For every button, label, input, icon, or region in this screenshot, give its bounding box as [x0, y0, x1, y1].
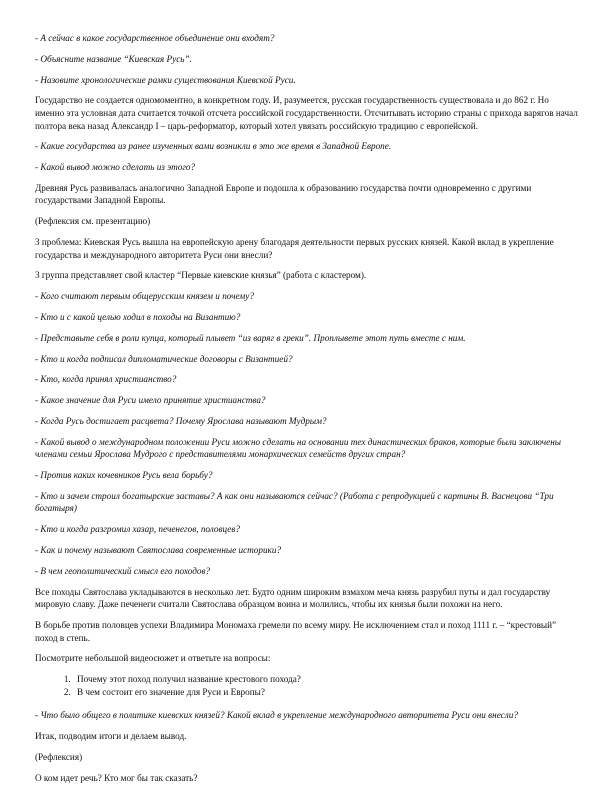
- lesson-question: - А сейчас в какое государственное объединение они входят?: [35, 33, 275, 43]
- lesson-paragraph: Государство не создается одномоментно, в конкретном году. И, разумеется, русская государственность существовала и до 862 г. Но именно эта условная дата считается точкой отсчета российской государственности. Отсчитывать историю страны с прихода варягов начал полтора века назад Александр I – царь-реформатор, который хотел увязать российскую традицию с европейской.: [35, 95, 578, 131]
- closing-paragraph: О ком идет речь? Кто мог бы так сказать?: [35, 772, 198, 783]
- closing-question: - Что было общего в политике киевских князей? Какой вклад в укрепление международного авторитета Руси они внесли?: [35, 710, 518, 721]
- closing-paragraph: (Рефлексия): [35, 751, 83, 762]
- lesson-question: - Когда Русь достигает расцвета? Почему Ярослава называют Мудрым?: [35, 415, 327, 426]
- lesson-paragraph: Все походы Святослава укладываются в несколько лет. Будто одним широким взмахом меча князь разрубил путы и дал государству мировую славу. Даже печенеги считали Святослава образцом воина и молились, чтобы их князья были похожи на него.: [35, 586, 551, 610]
- lesson-question: - Какой вывод можно сделать из этого?: [35, 162, 196, 173]
- lesson-question: - В чем геополитический смысл его походов?: [35, 565, 211, 576]
- lesson-paragraph: (Рефлексия см. презентацию): [35, 216, 151, 227]
- document-page: [35, 32, 580, 792]
- lesson-question: - Кто и зачем строил богатырские заставы? А как они называются сейчас? (Работа с репродукцией с картины В. Васнецова “Три богатыря): [35, 490, 554, 514]
- video-question-item: 2. В чем состоит его значение для Руси и Европы?: [73, 686, 580, 699]
- lesson-question: - Кто и с какой целью ходил в походы на Византию?: [35, 311, 241, 322]
- lesson-question: - Как и почему называют Святослава современные историки?: [35, 544, 282, 555]
- lesson-question: - Какой вывод о международном положении Руси можно сделать на основании тех династических браков, которые были заключены членами семьи Ярослава Мудрого с представителями монархических семейств других стран?: [35, 436, 562, 460]
- lesson-question: - Кто и когда подписал дипломатические договоры с Византией?: [35, 353, 293, 364]
- lesson-question: - Против каких кочевников Русь вела борьбу?: [35, 470, 213, 481]
- lesson-question: - Назовите хронологические рамки существования Киевской Руси.: [35, 74, 296, 85]
- lesson-paragraph: Посмотрите небольшой видеосюжет и ответьте на вопросы:: [35, 653, 271, 664]
- lesson-question: - Какие государства из ранее изученных вами возникли в это же время в Западной Европе.: [35, 141, 392, 152]
- lesson-question: - Кто и когда разгромил хазар, печенегов, половцев?: [35, 524, 240, 535]
- closing-text: [35, 709, 580, 784]
- closing-paragraph: Итак, подводим итоги и делаем вывод.: [35, 731, 187, 742]
- lesson-question: - Представьте себя в роли купца, который плывет “из варяг в греки”. Проплывете этот путь вместе с ним.: [35, 332, 466, 343]
- lesson-question: - Кого считают первым общерусским князем и почему?: [35, 291, 254, 302]
- lesson-paragraph: 3 группа представляет свой кластер “Первые киевские князья” (работа с кластером).: [35, 270, 367, 281]
- body-text: [35, 32, 580, 665]
- lesson-paragraph: В борьбе против половцев успехи Владимира Мономаха гремели по всему миру. Не исключением стал и поход 1111 г. – “крестовый” поход в степь.: [35, 619, 557, 643]
- lesson-question: - Кто, когда принял христианство?: [35, 374, 177, 385]
- lesson-question: - Какое значение для Руси имело принятие христианства?: [35, 395, 266, 406]
- lesson-question: - Объясните название “Киевская Русь”.: [35, 53, 192, 64]
- video-question-list: [35, 673, 580, 698]
- lesson-paragraph: Древняя Русь развивалась аналогично Западной Европе и подошла к образованию государства почти одновременно с другими государствами Западной Европы.: [35, 182, 532, 206]
- lesson-paragraph: 3 проблема: Киевская Русь вышла на европейскую арену благодаря деятельности первых русских князей. Какой вклад в укрепление государства и международного авторитета Руси они внесли?: [35, 237, 554, 260]
- video-question-item: 1. Почему этот поход получил название крестового похода?: [73, 673, 580, 686]
